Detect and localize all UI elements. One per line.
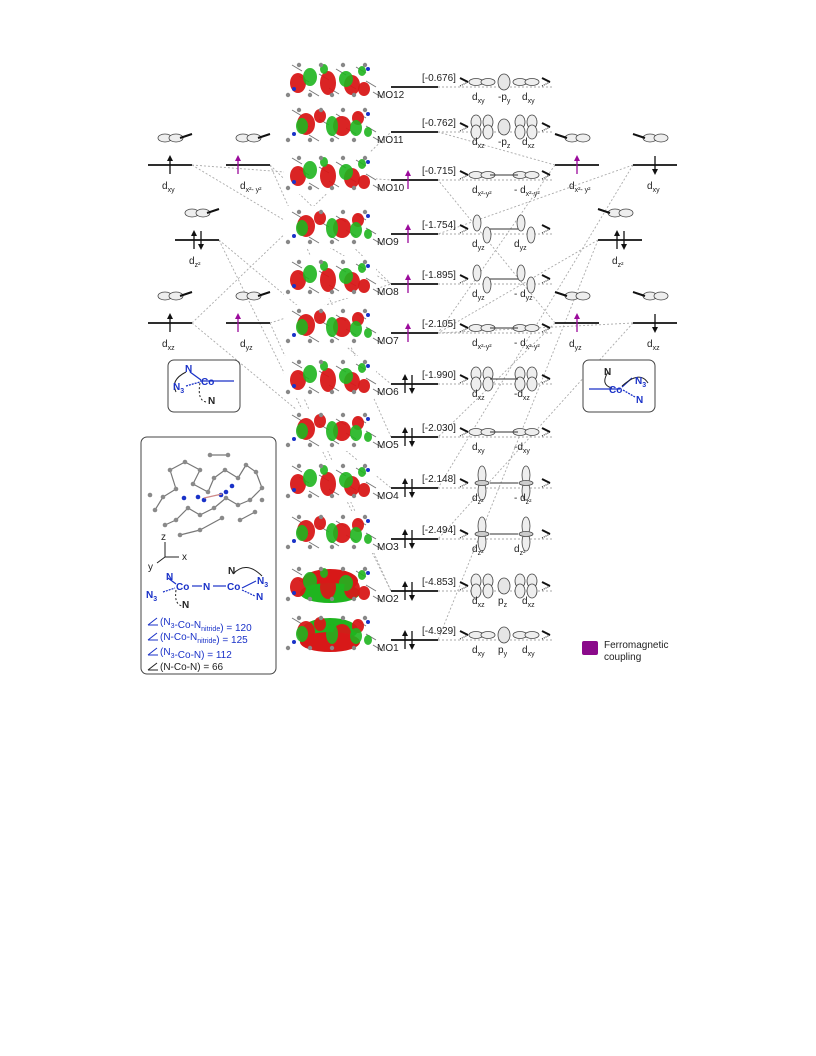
formula-n-bottom: N <box>182 600 190 611</box>
fragment-orbitals <box>460 265 550 302</box>
right-n3: N <box>635 376 643 387</box>
left-level-0 <box>148 134 192 194</box>
formula-n3-right-sub: 3 <box>264 582 269 589</box>
left-fragment-box <box>168 360 240 412</box>
right-co: Co <box>609 385 623 396</box>
fragment-label-right: $-d_{xz}$ <box>514 389 530 402</box>
formula-n-top-left: N <box>166 572 174 583</box>
fragment-orbitals <box>460 574 550 609</box>
fragment-label-right: $-d_{xy}$ <box>514 442 530 455</box>
fragment-label-right: - $d_{x^2-y^2}$ <box>514 338 540 351</box>
right-level-0 <box>555 134 599 194</box>
left-level-4 <box>226 292 270 352</box>
right-level-label: $d_{z^2}$ <box>612 256 624 269</box>
mo-energy: [-4.929] <box>422 626 456 637</box>
fragment-label-left: $d_{xy}$ <box>472 442 485 455</box>
molecular-orbital-levels <box>284 59 550 658</box>
right-level-3 <box>555 292 599 352</box>
structure-box <box>141 437 276 674</box>
mo-level-7 <box>284 305 550 351</box>
fragment-label-center: $p_y$ <box>498 645 508 658</box>
mo-energy: [-2.030] <box>422 423 456 434</box>
mo-energy: [-0.762] <box>422 118 456 129</box>
fragment-orbitals <box>460 627 550 658</box>
formula-n-bridge: N <box>203 582 211 593</box>
mo-level-10 <box>284 152 550 198</box>
legend-swatch <box>582 641 598 655</box>
fragment-label-left: $d_{z^2}$ <box>472 544 484 557</box>
left-level-label: $d_{yz}$ <box>240 339 253 352</box>
mo-label: MO4 <box>377 491 399 502</box>
mo-level-8 <box>284 256 550 302</box>
left-n3-sub: 3 <box>180 388 185 395</box>
left-level-label: $d_{xy}$ <box>162 181 175 194</box>
fragment-label-center: $-p_y$ <box>498 92 511 105</box>
svg-text:(N3-Co-N) = 112: $(N_3-Co-N) = 112$ <box>160 647 232 661</box>
right-level-2 <box>598 209 642 269</box>
left-level-label: $d_{z^2}$ <box>189 256 201 269</box>
formula-n3-left: N <box>146 590 154 601</box>
mo-label: MO6 <box>377 387 399 398</box>
fragment-orbitals <box>460 74 550 105</box>
mo-label: MO5 <box>377 440 399 451</box>
fragment-orbitals <box>460 115 550 150</box>
axis-y-label: y <box>148 562 153 573</box>
fragment-label-left: $d_{yz}$ <box>472 239 485 252</box>
fragment-label-left: $d_{x^2-y^2}$ <box>472 185 492 198</box>
fragment-orbitals <box>460 428 550 455</box>
svg-text:(N-Co-N) = 66: (N-Co-N) = 66 <box>160 662 224 673</box>
right-level-label: $d_{x^2- y^2}$ <box>569 181 591 194</box>
svg-text:(N-Co-Nnitride) = 125: $(N-Co-N_{nitride}) = 125$ <box>160 632 248 646</box>
mo-isosurface <box>284 563 383 605</box>
mo-isosurface <box>284 206 383 248</box>
mo-label: MO10 <box>377 183 405 194</box>
fragment-label-right: $d_{xy}$ <box>522 92 535 105</box>
mo-level-11 <box>284 104 550 150</box>
mo-isosurface <box>284 59 383 101</box>
fragment-label-right: $d_{xz}$ <box>522 596 535 609</box>
right-fragment-box <box>583 360 655 412</box>
mo-label: MO2 <box>377 594 399 605</box>
fragment-label-right: $d_{yz}$ <box>514 239 527 252</box>
fragment-label-center: $p_z$ <box>498 596 508 609</box>
svg-text:(N3-Co-Nnitride) = 120: $(N_3-Co-N_{nitride}) = 120$ <box>160 617 252 634</box>
fragment-orbitals <box>460 324 550 351</box>
fragment-label-right: $d_{xy}$ <box>522 645 535 658</box>
mo-isosurface <box>284 305 383 347</box>
formula-n-right-bottom: N <box>256 592 264 603</box>
fragment-label-left: $d_{xy}$ <box>472 645 485 658</box>
mo-level-2 <box>284 563 550 609</box>
mo-isosurface <box>284 104 383 146</box>
fragment-label-left: $d_{z^2}$ <box>472 493 484 506</box>
mo-energy: [-1.990] <box>422 370 456 381</box>
left-level-label: $d_{x^2- y^2}$ <box>240 181 262 194</box>
mo-isosurface <box>284 356 383 398</box>
fragment-label-center: $-p_z$ <box>498 137 511 150</box>
right-n-bottom: N <box>636 395 644 406</box>
right-level-label: $d_{xz}$ <box>647 339 660 352</box>
mo-energy: [-1.754] <box>422 220 456 231</box>
fragment-label-left: $d_{xy}$ <box>472 92 485 105</box>
legend-label-1: Ferromagnetic <box>604 640 669 651</box>
mo-label: MO12 <box>377 90 405 101</box>
left-level-1 <box>226 134 270 194</box>
mo-level-1 <box>284 612 550 658</box>
right-n3-sub: 3 <box>642 382 647 389</box>
fragment-orbitals <box>460 517 550 557</box>
fragment-label-left: $d_{xz}$ <box>472 596 485 609</box>
formula-n3-right: N <box>257 576 265 587</box>
mo-energy: [-2.148] <box>422 474 456 485</box>
mo-energy: [-4.853] <box>422 577 456 588</box>
fragment-label-left: $d_{yz}$ <box>472 289 485 302</box>
right-fragment-levels <box>555 134 677 352</box>
angle-row-3 <box>148 662 224 673</box>
mo-label: MO9 <box>377 237 399 248</box>
left-level-label: $d_{xz}$ <box>162 339 175 352</box>
right-level-label: $d_{yz}$ <box>569 339 582 352</box>
mo-level-5 <box>284 409 550 455</box>
fragment-label-right: $d_{xz}$ <box>522 137 535 150</box>
mo-energy: [-2.494] <box>422 525 456 536</box>
formula-co-left: Co <box>176 582 190 593</box>
mo-level-9 <box>284 206 550 252</box>
formula-n-right-top: N <box>228 566 236 577</box>
axis-z-label: z <box>161 532 166 543</box>
legend <box>582 640 668 663</box>
mo-label: MO7 <box>377 336 399 347</box>
right-top-n: N <box>604 367 612 378</box>
left-top-n: N <box>185 364 193 375</box>
mo-label: MO1 <box>377 643 399 654</box>
left-n3: N <box>173 382 181 393</box>
legend-label-2: coupling <box>604 652 642 663</box>
mo-isosurface <box>284 511 383 553</box>
mo-isosurface <box>284 256 383 298</box>
mo-energy: [-0.715] <box>422 166 456 177</box>
fragment-label-right: - $d_{yz}$ <box>514 289 533 302</box>
left-n-bottom: N <box>208 396 216 407</box>
mo-isosurface <box>284 612 383 654</box>
mo-energy: [-2.105] <box>422 319 456 330</box>
formula-co-right: Co <box>227 582 241 593</box>
right-level-1 <box>633 134 677 194</box>
fragment-orbitals <box>460 367 550 402</box>
mo-isosurface <box>284 152 383 194</box>
fragment-label-left: $d_{xz}$ <box>472 389 485 402</box>
mo-isosurface <box>284 409 383 451</box>
left-level-3 <box>148 292 192 352</box>
mo-label: MO8 <box>377 287 399 298</box>
mo-isosurface <box>284 460 383 502</box>
fragment-orbitals <box>460 215 550 252</box>
fragment-label-left: $d_{xz}$ <box>472 137 485 150</box>
fragment-orbitals <box>460 171 550 198</box>
left-level-2 <box>175 209 219 269</box>
mo-energy: [-0.676] <box>422 73 456 84</box>
mo-label: MO11 <box>377 135 404 146</box>
axis-x-label: x <box>182 552 187 563</box>
right-level-4 <box>633 292 677 352</box>
formula-n3-left-sub: 3 <box>153 596 158 603</box>
mo-level-12 <box>284 59 550 105</box>
mo-label: MO3 <box>377 542 399 553</box>
mo-level-6 <box>284 356 550 402</box>
left-co: Co <box>201 377 215 388</box>
fragment-label-right: - $d_{z^2}$ <box>514 493 532 506</box>
right-level-label: $d_{xy}$ <box>647 181 660 194</box>
fragment-label-right: $d_{z^2}$ <box>514 544 526 557</box>
mo-level-4 <box>284 460 550 506</box>
fragment-label-left: $d_{x^2-y^2}$ <box>472 338 492 351</box>
mo-energy: [-1.895] <box>422 270 456 281</box>
mo-level-3 <box>284 511 550 557</box>
fragment-label-right: - $d_{x^2-y^2}$ <box>514 185 540 198</box>
